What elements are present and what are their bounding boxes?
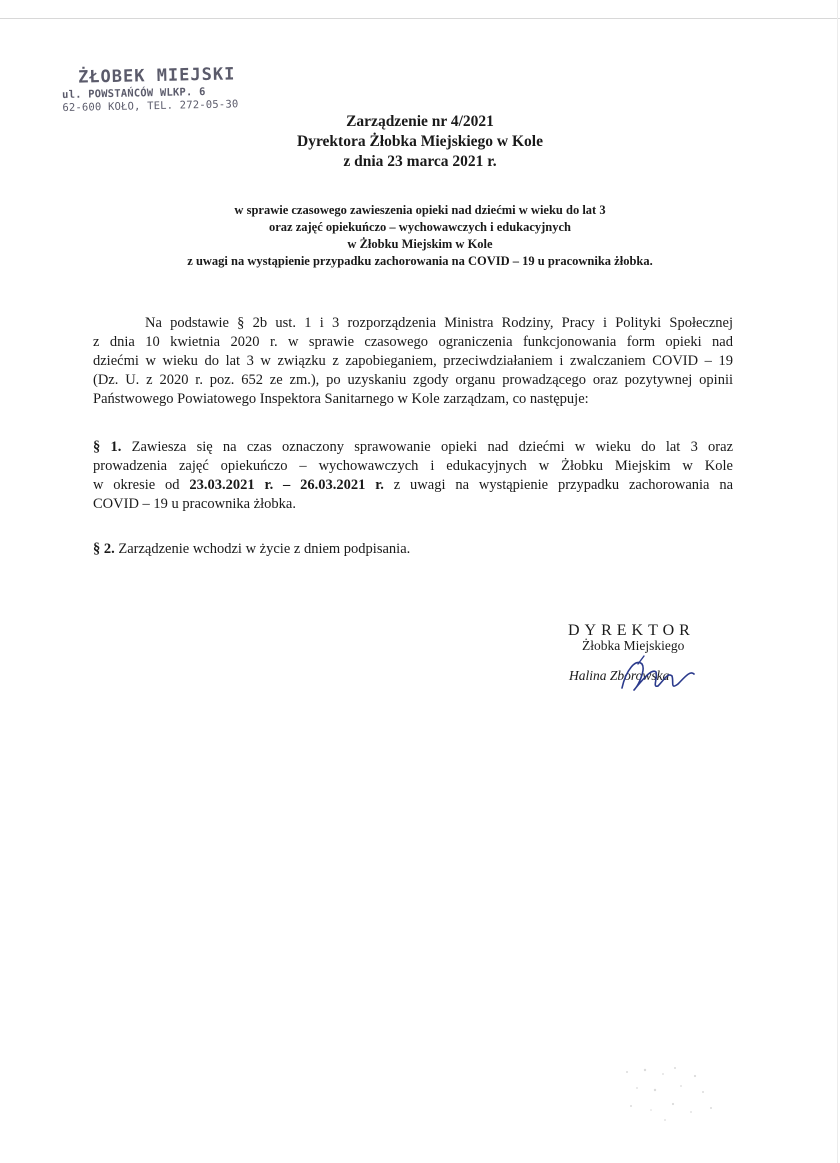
section-2-number: § 2.	[93, 541, 115, 557]
subject-line-1: w sprawie czasowego zawieszenia opieki nad dziećmi w wieku do lat 3	[234, 203, 606, 217]
stamp-line-2: ul. POWSTAŃCÓW WLKP. 6	[61, 85, 206, 101]
subject-line-4: z uwagi na wystąpienie przypadku zachorowania na COVID – 19 u pracownika żłobka.	[187, 254, 653, 268]
signatory-institution: Żłobka Miejskiego	[582, 638, 685, 653]
signatory-role: DYREKTOR	[568, 622, 695, 639]
section-2-paragraph	[93, 540, 733, 559]
title-line-2: Dyrektora Żłobka Miejskiego w Kole	[297, 133, 543, 150]
signatory-name: Halina Zborowska	[569, 668, 670, 683]
intro-line-4: (Dz. U. z 2020 r. poz. 652 ze zm.), po uzyskaniu zgody organu prowadzącego oraz pozytywnej opinii	[93, 372, 733, 388]
section-1-dates: 23.03.2021 r. – 26.03.2021 r.	[189, 477, 384, 493]
title-line-3: z dnia 23 marca 2021 r.	[343, 153, 497, 170]
institution-stamp	[62, 64, 253, 114]
document-title	[0, 112, 840, 172]
section-1-number: § 1.	[93, 439, 122, 455]
document-subject	[0, 202, 840, 270]
scan-smudge	[615, 1060, 725, 1130]
section-2-text: Zarządzenie wchodzi w życie z dniem podpisania.	[118, 541, 411, 557]
subject-line-2: oraz zajęć opiekuńczo – wychowawczych i edukacyjnych	[268, 220, 572, 234]
legal-basis-paragraph	[93, 314, 733, 409]
intro-line-5: Państwowego Powiatowego Inspektora Sanitarnego w Kole zarządzam, co następuje:	[93, 391, 589, 407]
section-1-reason: z uwagi na wystąpienie przypadku zachorowania na	[393, 477, 734, 493]
section-1-paragraph	[93, 438, 733, 514]
intro-line-2: z dnia 10 kwietnia 2020 r. w sprawie czasowego ograniczenia funkcjonowania form opieki nad	[93, 334, 733, 350]
intro-line-1: Na podstawie § 2b ust. 1 i 3 rozporządzenia Ministra Rodziny, Pracy i Polityki Społecznej	[145, 315, 733, 331]
section-1-line-1	[93, 438, 733, 457]
stamp-line-1: ŻŁOBEK MIEJSKI	[77, 64, 236, 88]
stamp-line-3: 62-600 KOŁO, TEL. 272-05-30	[62, 98, 239, 114]
title-line-1: Zarządzenie nr 4/2021	[346, 113, 494, 130]
section-1-line-4: COVID – 19 u pracownika żłobka.	[93, 496, 296, 512]
subject-line-3: w Żłobku Miejskim w Kole	[347, 237, 493, 251]
scan-edge-top	[0, 18, 840, 19]
intro-line-3: dziećmi w wieku do lat 3 w związku z zapobieganiem, przeciwdziałaniem i zwalczaniem COVID – 19	[93, 353, 733, 369]
section-1-period-label: w okresie od	[93, 477, 180, 493]
section-1-line-2: prowadzenia zajęć opiekuńczo – wychowawczych i edukacyjnych w Żłobku Miejskim w Kole	[93, 458, 733, 474]
section-1-text-1: Zawiesza się na czas oznaczony sprawowanie opieki nad dziećmi w wieku do lat 3 oraz	[131, 439, 733, 455]
section-1-line-3	[93, 476, 733, 495]
handwritten-signature	[608, 650, 718, 700]
scan-edge-right	[837, 0, 838, 1163]
section-2-line	[93, 540, 733, 559]
